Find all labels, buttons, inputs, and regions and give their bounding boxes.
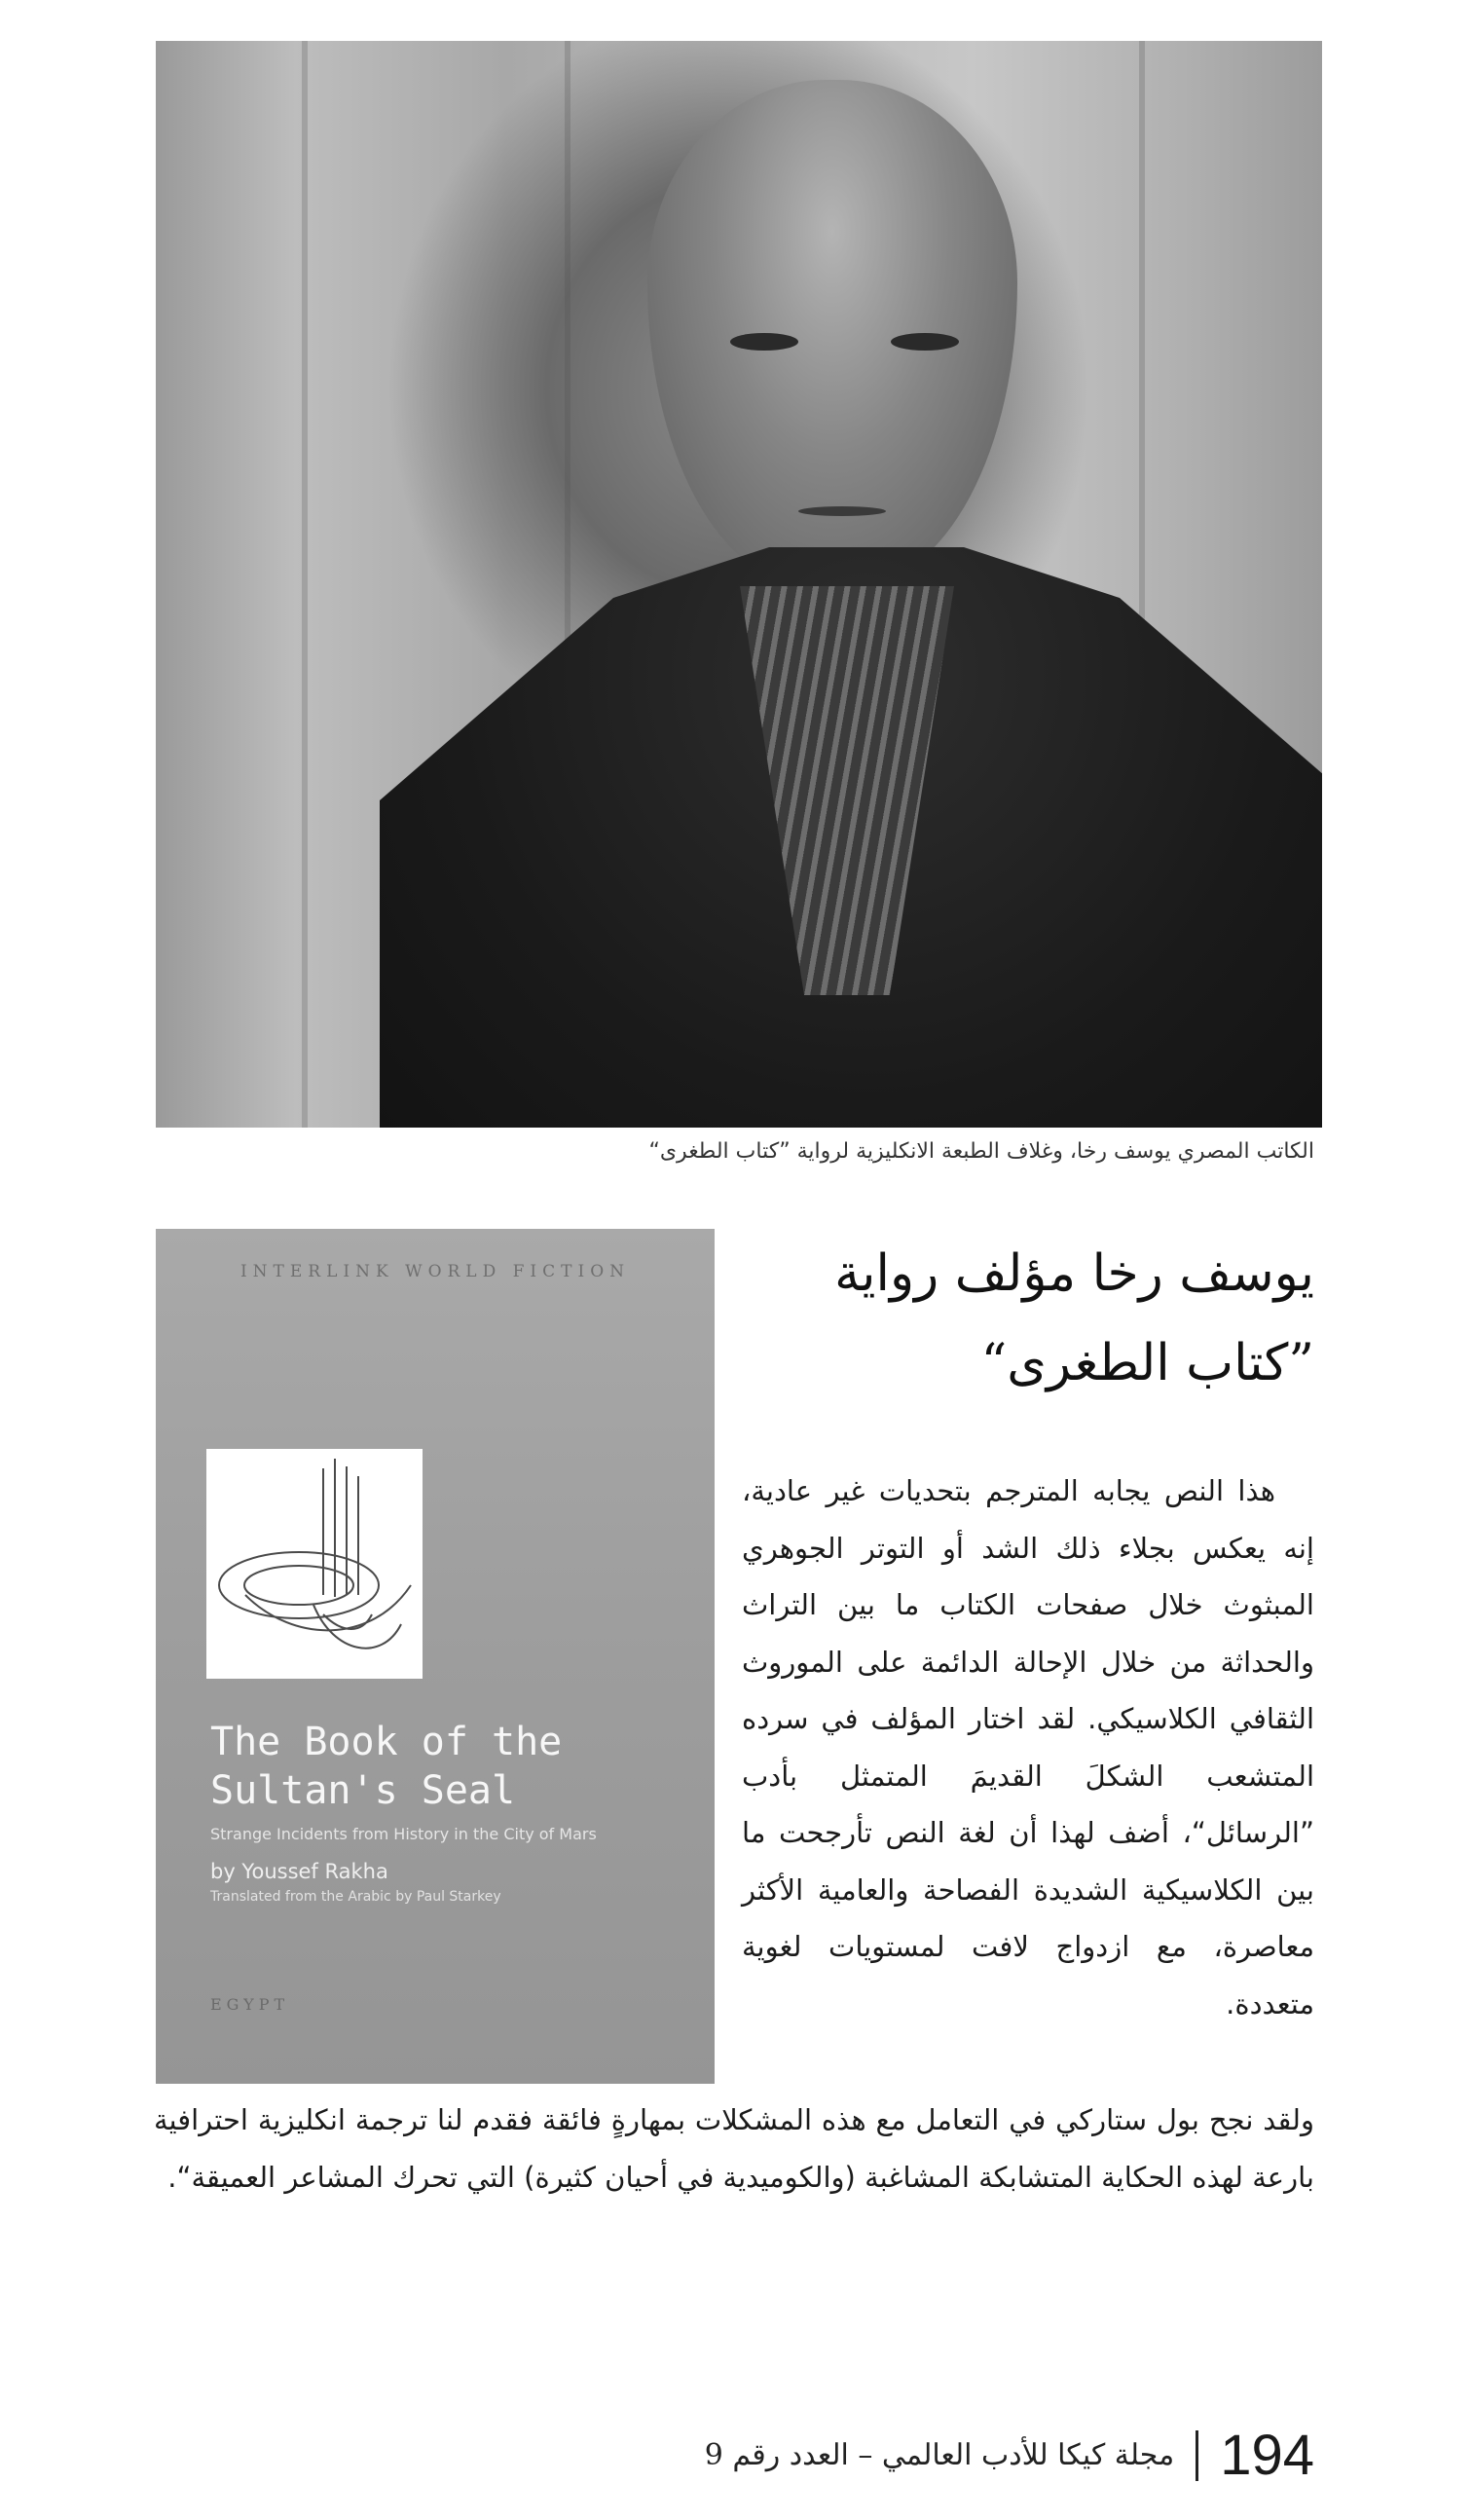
book-series-label: INTERLINK WORLD FICTION bbox=[239, 1262, 631, 1281]
article-title-line-2: ”كتاب الطغرى“ bbox=[980, 1334, 1314, 1392]
book-country-label: EGYPT bbox=[210, 1995, 290, 2014]
article-body bbox=[742, 1463, 1314, 2032]
book-translator: Translated from the Arabic by Paul Starkey bbox=[210, 1889, 501, 1905]
magazine-issue-label: مجلة كيكا للأدب العالمي – العدد رقم 9 bbox=[704, 2438, 1175, 2472]
article-paragraph: هذا النص يجابه المترجم بتحديات غير عادية، إنه يعكس بجلاء ذلك الشد أو التوتر الجوهري المبثوث خلال صفحات الكتاب ما بين التراث والحداثة من خلال الإحالة الدائمة على الموروث الثقافي الكلاسيكي. لقد اختار المؤلف في سرده المتشعب الشكلَ القديمَ المتمثل بأدب ”الرسائل“، أضف لهذا أن لغة النص تأرجحت ما بين الكلاسيكية الشديدة الفصاحة والعامية الأكثر معاصرة، مع ازدواج لافت لمستويات لغوية متعددة. bbox=[742, 1474, 1314, 2020]
tughra-seal-icon bbox=[206, 1449, 423, 1679]
author-portrait-photo bbox=[156, 41, 1322, 1128]
page-number: 194 bbox=[1220, 2424, 1314, 2487]
book-subtitle: Strange Incidents from History in the City of Mars bbox=[210, 1825, 597, 1843]
book-author: by Youssef Rakha bbox=[210, 1860, 388, 1883]
book-title: The Book of the Sultan's Seal bbox=[210, 1720, 563, 1813]
page-footer bbox=[705, 2423, 1314, 2488]
article-title bbox=[730, 1229, 1314, 1408]
footer-divider bbox=[1196, 2430, 1198, 2481]
photo-caption: الكاتب المصري يوسف رخا، وغلاف الطبعة الانكليزية لرواية ”كتاب الطغرى“ bbox=[648, 1139, 1314, 1164]
article-body-continued bbox=[154, 2092, 1314, 2205]
article-title-line-1: يوسف رخا مؤلف رواية bbox=[834, 1244, 1314, 1303]
article-paragraph-continued: ولقد نجح بول ستاركي في التعامل مع هذه المشكلات بمهارةٍ فائقة فقدم لنا ترجمة انكليزية احترافية بارعة لهذه الحكاية المتشابكة المشاغبة (والكوميدية في أحيان كثيرة) التي تحرك المشاعر العميقة“. bbox=[154, 2103, 1314, 2194]
book-cover-image bbox=[156, 1229, 715, 2084]
